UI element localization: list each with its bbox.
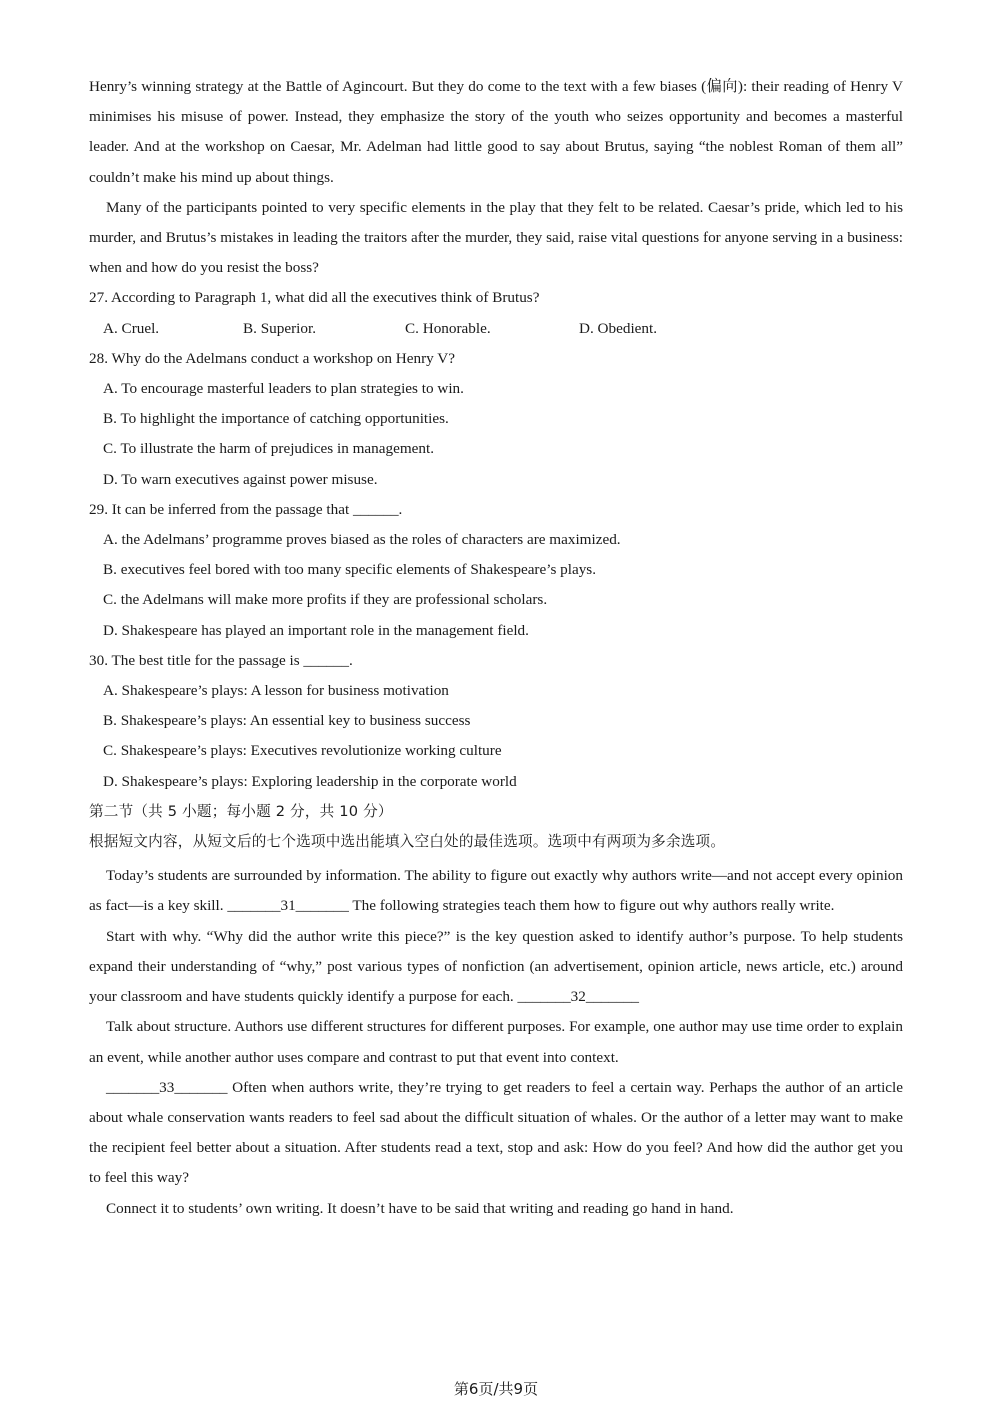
page-number: 第6页/共9页 bbox=[453, 1380, 539, 1398]
paragraph: Start with why. “Why did the author write this piece?” is the key question asked to identify author’s purpose. To help students expand their understanding of “why,” post various types of nonfiction (an advertisement, opinion article, news article, etc.) around your classroom and have students quickly identify a purpose for each. _______32_______ bbox=[89, 927, 903, 1006]
option-a: A. Cruel. bbox=[103, 319, 160, 337]
page-content bbox=[89, 72, 903, 1224]
option-b: B. executives feel bored with too many specific elements of Shakespeare’s plays. bbox=[103, 561, 597, 579]
option-c: C. To illustrate the harm of prejudices in management. bbox=[103, 440, 435, 458]
paragraph: _______33_______ Often when authors write, they’re trying to get readers to feel a certain way. Perhaps the author of an article about whale conservation wants readers to feel sad about the difficult situation of whales. Or the author of a letter may want to make the recipient feel better about a situation. After students read a text, stop and ask: How do you feel? And how did the author get you to feel this way? bbox=[89, 1078, 903, 1187]
option-b: B. To highlight the importance of catching opportunities. bbox=[103, 410, 449, 428]
option-a: A. the Adelmans’ programme proves biased as the roles of characters are maximized. bbox=[103, 531, 621, 549]
question-29-stem: 29. It can be inferred from the passage that ______. bbox=[89, 500, 403, 518]
option-a: A. To encourage masterful leaders to plan strategies to win. bbox=[103, 380, 464, 398]
option-d: D. Shakespeare’s plays: Exploring leadership in the corporate world bbox=[103, 772, 517, 790]
option-d: D. Obedient. bbox=[579, 319, 658, 337]
option-d: D. Shakespeare has played an important role in the management field. bbox=[103, 621, 529, 639]
option-c: C. Shakespeare’s plays: Executives revolutionize working culture bbox=[103, 742, 502, 760]
option-c: C. Honorable. bbox=[405, 319, 491, 337]
paragraph: Henry’s winning strategy at the Battle of Agincourt. But they do come to the text with a few biases (偏向): their reading of Henry V minimises his misuse of power. Instead, they emphasize the story of the youth who seizes opportunity and becomes a masterful leader. And at the workshop on Caesar, Mr. Adelman had little good to say about Brutus, saying “the noblest Roman of them all” couldn’t make his mind up about things. bbox=[89, 78, 903, 186]
section-heading: 第二节（共 5 小题；每小题 2 分，共 10 分） bbox=[89, 802, 393, 820]
paragraph: Many of the participants pointed to very specific elements in the play that they felt to be related. Caesar’s pride, which led to his murder, and Brutus’s mistakes in leading the traitors after the murder, they said, raise vital questions for anyone serving in a business: when and how do you resist the boss? bbox=[89, 198, 903, 277]
option-d: D. To warn executives against power misuse. bbox=[103, 470, 378, 488]
section-instruction: 根据短文内容，从短文后的七个选项中选出能填入空白处的最佳选项。选项中有两项为多余选项。 bbox=[89, 833, 726, 851]
question-30-stem: 30. The best title for the passage is ______. bbox=[89, 651, 353, 669]
option-b: B. Shakespeare’s plays: An essential key to business success bbox=[103, 712, 471, 730]
option-c: C. the Adelmans will make more profits if they are professional scholars. bbox=[103, 591, 548, 609]
question-27-options bbox=[89, 314, 903, 344]
question-27-stem: 27. According to Paragraph 1, what did all the executives think of Brutus? bbox=[89, 289, 540, 307]
option-a: A. Shakespeare’s plays: A lesson for business motivation bbox=[103, 682, 449, 700]
option-b: B. Superior. bbox=[243, 319, 316, 337]
paragraph: Connect it to students’ own writing. It doesn’t have to be said that writing and reading go hand in hand. bbox=[106, 1199, 734, 1217]
question-28-stem: 28. Why do the Adelmans conduct a workshop on Henry V? bbox=[89, 349, 455, 367]
paragraph: Talk about structure. Authors use different structures for different purposes. For example, one author may use time order to explain an event, while another author uses compare and contrast to put that event into context. bbox=[89, 1018, 903, 1066]
paragraph: Today’s students are surrounded by information. The ability to figure out exactly why authors write—and not accept every opinion as fact—is a key skill. _______31_______ The following strategies teach them how to figure out why authors really write. bbox=[89, 867, 903, 915]
